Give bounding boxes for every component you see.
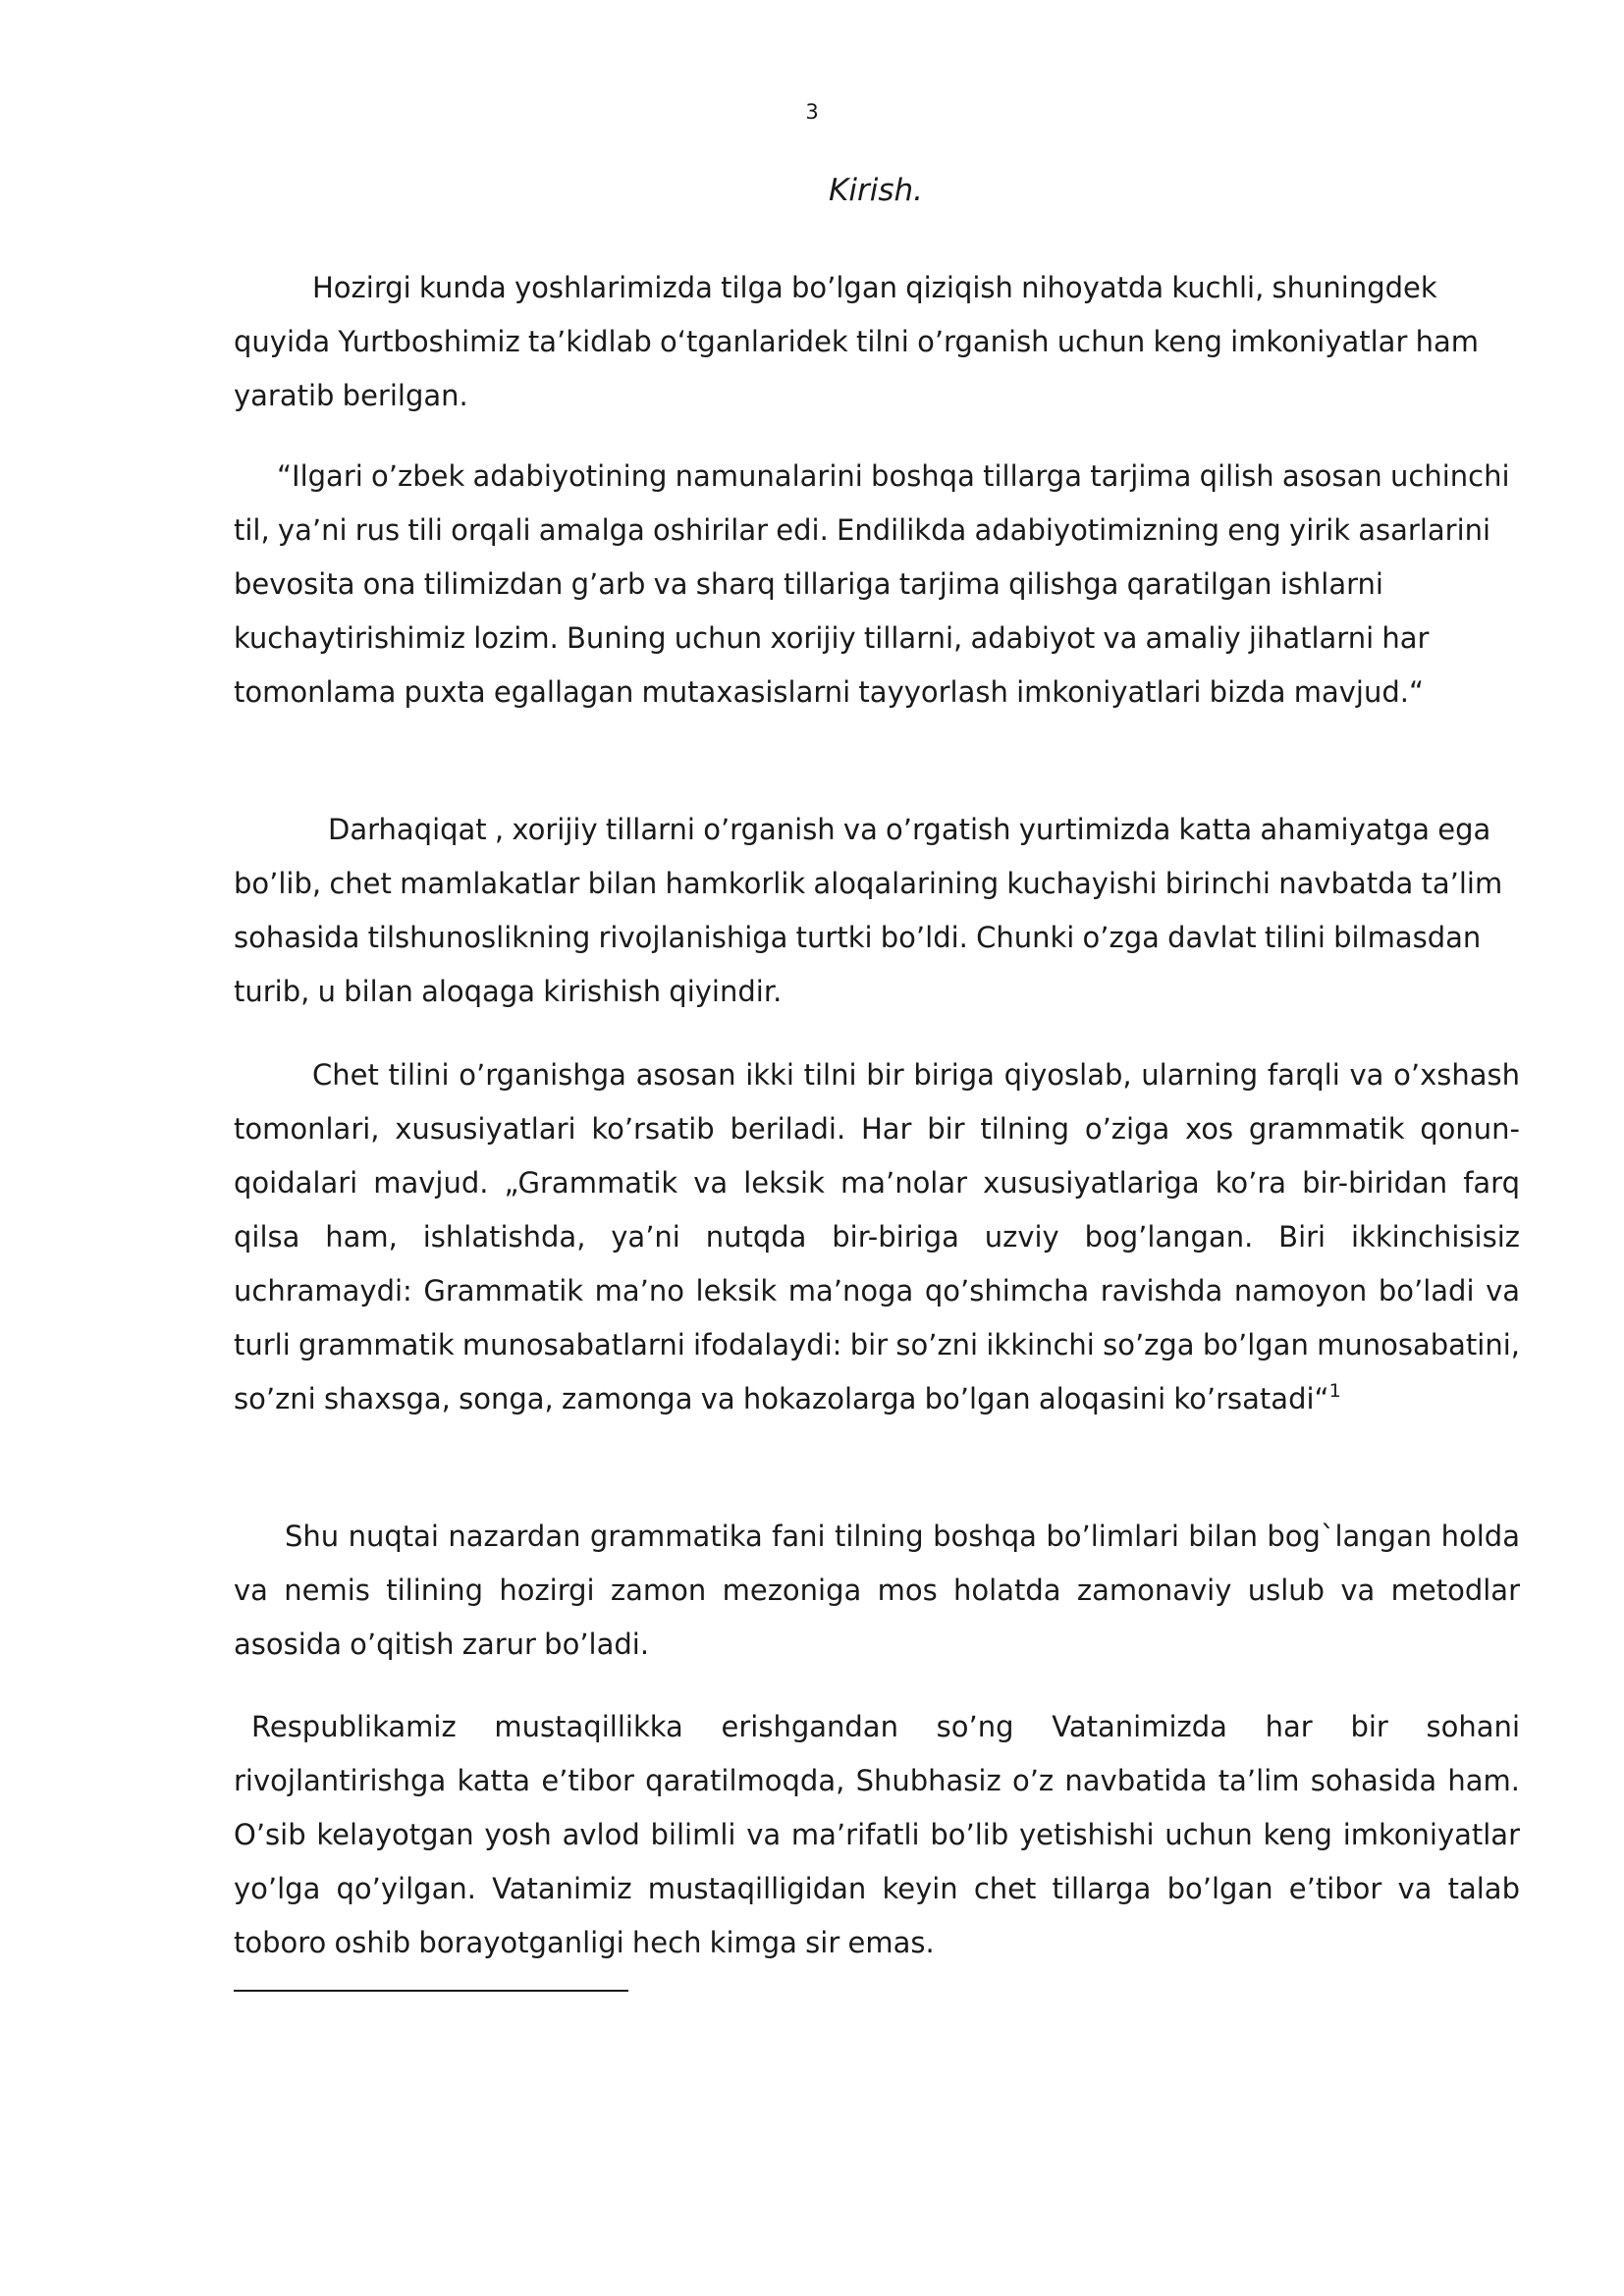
paragraph-6: Respublikamiz mustaqillikka erishgandan so’ng Vatanimizda har bir sohani rivojlantirishga katta e’tibor qaratilmoqda, Shubhasiz o’z navbatida ta’lim sohasida ham. O’sib kelayotgan yosh avlod bilimli va ma’rifatli bo’lib yetishishi uchun keng imkoniyatlar yo’lga qo’yilgan. Vatanimiz mustaqilligidan keyin chet tillarga bo’lgan e’tibor va talab toboro oshib borayotganligi hech kimga sir emas. [234,1710,1520,1959]
paragraph-3: Darhaqiqat , xorijiy tillarni o’rganish va o’rgatish yurtimizda katta ahamiyatga ega bo’lib, chet mamlakatlar bilan hamkorlik aloqalarining kuchayishi birinchi navbatda ta’lim sohasida tilshunoslikning rivojlanishiga turtki bo’ldi. Chunki o’zga davlat tilini bilmasdan turib, u bilan aloqaga kirishish qiyindir. [234,813,1503,1008]
paragraph-2: “Ilgari o’zbek adabiyotining namunalarini boshqa tillarga tarjima qilish asosan uchinchi til, ya’ni rus tili orqali amalga oshirilar edi. Endilikda adabiyotimizning eng yirik asarlarini bevosita ona tilimizdan g’arb va sharq tillariga tarjima qilishga qaratilgan ishlarni kuchaytirishimiz lozim. Buning uchun xorijiy tillarni, adabiyot va amaliy jihatlarni har tomonlama puxta egallagan mutaxasislarni tayyorlash imkoniyatlari bizda mavjud.“ [234,459,1510,709]
footnote-reference[interactable]: 1 [1328,1380,1341,1402]
section-heading: Kirish. [829,173,923,208]
paragraph-5: Shu nuqtai nazardan grammatika fani tilning boshqa bo’limlari bilan bog`langan holda va nemis tilining hozirgi zamon mezoniga mos holatda zamonaviy uslub va metodlar asosida o’qitish zarur bo’ladi. [234,1520,1520,1661]
paragraph-4-text: Chet tilini o’rganishga asosan ikki tilni bir biriga qiyoslab, ularning farqli va o’xshash tomonlari, xususiyatlari ko’rsatib beriladi. Har bir tilning o’ziga xos grammatik qonun-qoidalari mavjud. „Grammatik va leksik ma’nolar xususiyatlariga ko’ra bir-biridan farq qilsa ham, ishlatishda, ya’ni nutqda bir-biriga uzviy bog’langan. Biri ikkinchisisiz uchramaydi: Grammatik ma’no leksik ma’noga qo’shimcha ravishda namoyon bo’ladi va turli grammatik munosabatlarni ifodalaydi: bir so’zni ikkinchi so’zga bo’lgan munosabatini, so’zni shaxsga, songa, zamonga va hokazolarga bo’lgan aloqasini ko’rsatadi“ [234,1058,1520,1415]
paragraph-1: Hozirgi kunda yoshlarimizda tilga bo’lgan qiziqish nihoyatda kuchli, shuningdek quyida Yurtboshimiz ta’kidlab o‘tganlaridek tilni o’rganish uchun keng imkoniyatlar ham yaratib berilgan. [234,271,1479,412]
paragraph-4 [234,1048,1520,1426]
footnote-separator [234,1990,628,1992]
page-number: 3 [805,100,819,124]
